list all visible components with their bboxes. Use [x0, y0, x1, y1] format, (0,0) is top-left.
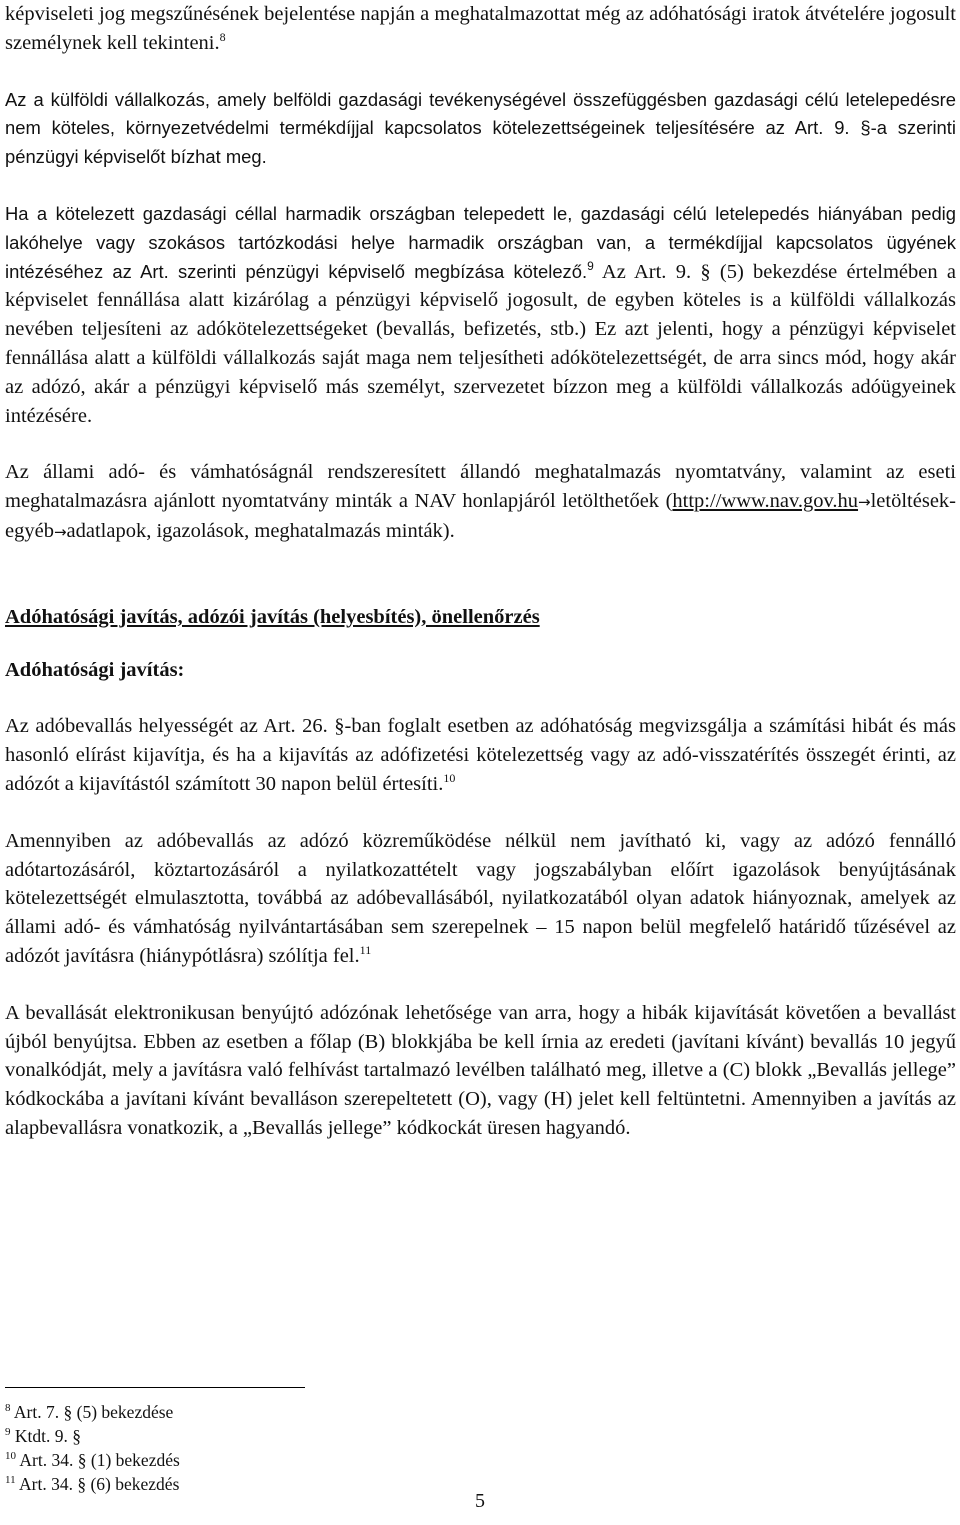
- paragraph-electronic-resubmission: [5, 999, 956, 1143]
- footnote-ref-10[interactable]: 10: [443, 770, 456, 785]
- paragraph-text: A bevallását elektronikusan benyújtó adózónak lehetősége van arra, hogy a hibák kijavítását követően a bevallást újból benyújtsa. Ebben az esetben a főlap (B) blokkjába be kell írnia az eredeti (javítani kívánt) bevallás 10 jegyű vonalkódját, mely a javításra való felhívást tartalmazó levélben található meg, illetve a (C) blokk „Bevallás jellege” kódkockába a javítani kívánt bevalláson szerepeltetett (O), vagy (H) jelet kell feltüntetni. Amennyiben a javítás az alapbevallásra vonatkozik, a „Bevallás jellege” kódkockát üresen hagyandó.: [5, 1001, 956, 1139]
- paragraph-text: Az adóbevallás helyességét az Art. 26. §-ban foglalt esetben az adóhatóság megvizsgálja a számítási hibát és más hasonló elírást kijavítja, és ha a kijavítás az adófizetési kötelezettség vagy az adó-visszatérítés összegét érinti, az adózót a kijavítástól számított 30 napon belül értesíti.: [5, 715, 956, 795]
- footnote-ref-8[interactable]: 8: [219, 29, 226, 44]
- footnote-item: [5, 1400, 605, 1424]
- paragraph-text: Az a külföldi vállalkozás, amely belföldi gazdasági tevékenységével összefüggésben gazdasági célú letelepedésre nem köteles, környezetvédelmi termékdíjjal kapcsolatos kötelezettségeinek teljesítésére az Art. 9. §-a szerinti pénzügyi képviselőt bízhat meg.: [5, 88, 956, 168]
- arrow-right-icon: →: [858, 493, 871, 512]
- footnote-number: 9: [5, 1426, 11, 1438]
- path-segment-downloads: letöltések-egyéb: [5, 490, 956, 542]
- footnote-ref-9[interactable]: 9: [587, 258, 594, 273]
- footnote-item: [5, 1424, 605, 1448]
- footnote-text: Ktdt. 9. §: [14, 1426, 81, 1446]
- path-segment-forms: adatlapok, igazolások, meghatalmazás minták).: [66, 519, 455, 542]
- footnote-text: Art. 34. § (6) bekezdés: [19, 1474, 180, 1494]
- footnote-separator: [5, 1387, 305, 1388]
- paragraph-authorization-forms: [5, 458, 956, 546]
- paragraph-deficiency-notice: [5, 827, 956, 971]
- footnote-number: 8: [5, 1402, 11, 1414]
- document-page: [5, 0, 956, 1143]
- arrow-right-icon: →: [53, 522, 67, 541]
- paragraph-representation-termination: [5, 0, 956, 58]
- paragraph-text: Az Art. 9. § (5) bekezdése értelmében a képviselet fennállása alatt kizárólag a pénzügyi képviselő jogosult, de egyben köteles is a külföldi vállalkozás nevében teljesíteni az adókötelezettségeket (bevallás, befizetés, stb.) Ez azt jelenti, hogy a pénzügyi képviselet fennállása alatt a külföldi vállalkozás saját maga nem teljesítheti adókötelezettségét, de arra sincs mód, hogy akár az adózó, akár a pénzügyi képviselő más személyt, szervezetet bízzon meg a külföldi vállalkozás adóügyeinek intézésére.: [5, 260, 956, 427]
- footnote-item: [5, 1448, 605, 1472]
- footnote-text: Art. 7. § (5) bekezdése: [13, 1402, 174, 1422]
- paragraph-text: képviseleti jog megszűnésének bejelentése napján a meghatalmazottat még az adóhatósági iratok átvételére jogosult személynek kell tekinteni.: [5, 3, 956, 54]
- paragraph-authority-correction: [5, 712, 956, 798]
- paragraph-text: Ha a kötelezett gazdasági céllal harmadik országban telepedett le, gazdasági célú letelepedés hiányában pedig lakóhelye vagy szokásos tartózkodási helye harmadik országban van, a termékdíjjal kapcsolatos ügyének intézéséhez az Art. szerinti pénzügyi képviselő megbízása kötelező.: [5, 202, 956, 282]
- footnote-number: 11: [5, 1474, 16, 1486]
- footnote-number: 10: [5, 1450, 16, 1462]
- footnotes: [5, 1400, 605, 1496]
- nav-website-link[interactable]: http://www.nav.gov.hu: [672, 490, 859, 513]
- subsection-heading: Adóhatósági javítás:: [5, 658, 185, 681]
- paragraph-text: Az állami adó- és vámhatóságnál rendszeresített állandó meghatalmazás nyomtatvány, valamint az eseti meghatalmazásra ajánlott nyomtatvány minták a NAV honlapjáról letölthetőek (: [5, 461, 956, 513]
- section-heading: Adóhatósági javítás, adózói javítás (helyesbítés), önellenőrzés: [5, 605, 540, 628]
- footnote-ref-11[interactable]: 11: [359, 942, 372, 957]
- paragraph-text: Amennyiben az adóbevallás az adózó közreműködése nélkül nem javítható ki, vagy az adózó fennálló adótartozásáról, köztartozásáról a nyilatkozattételt vagy jogszabályban előírt igazolások benyújtásának kötelezettségét elmulasztotta, továbbá az adóbevallásából, nyilatkozatából olyan adatok hiányoznak, amelyek az állami adó- és vámhatóság nyilvántartásában sem szerepelnek – 15 napon belül megfelelő határidő tűzésével az adózót javításra (hiánypótlásra) szólítja fel.: [5, 829, 956, 967]
- paragraph-third-country: [5, 200, 956, 430]
- paragraph-foreign-enterprise: [5, 86, 956, 172]
- page-number: 5: [475, 1490, 485, 1512]
- footnote-text: Art. 34. § (1) bekezdés: [19, 1450, 180, 1470]
